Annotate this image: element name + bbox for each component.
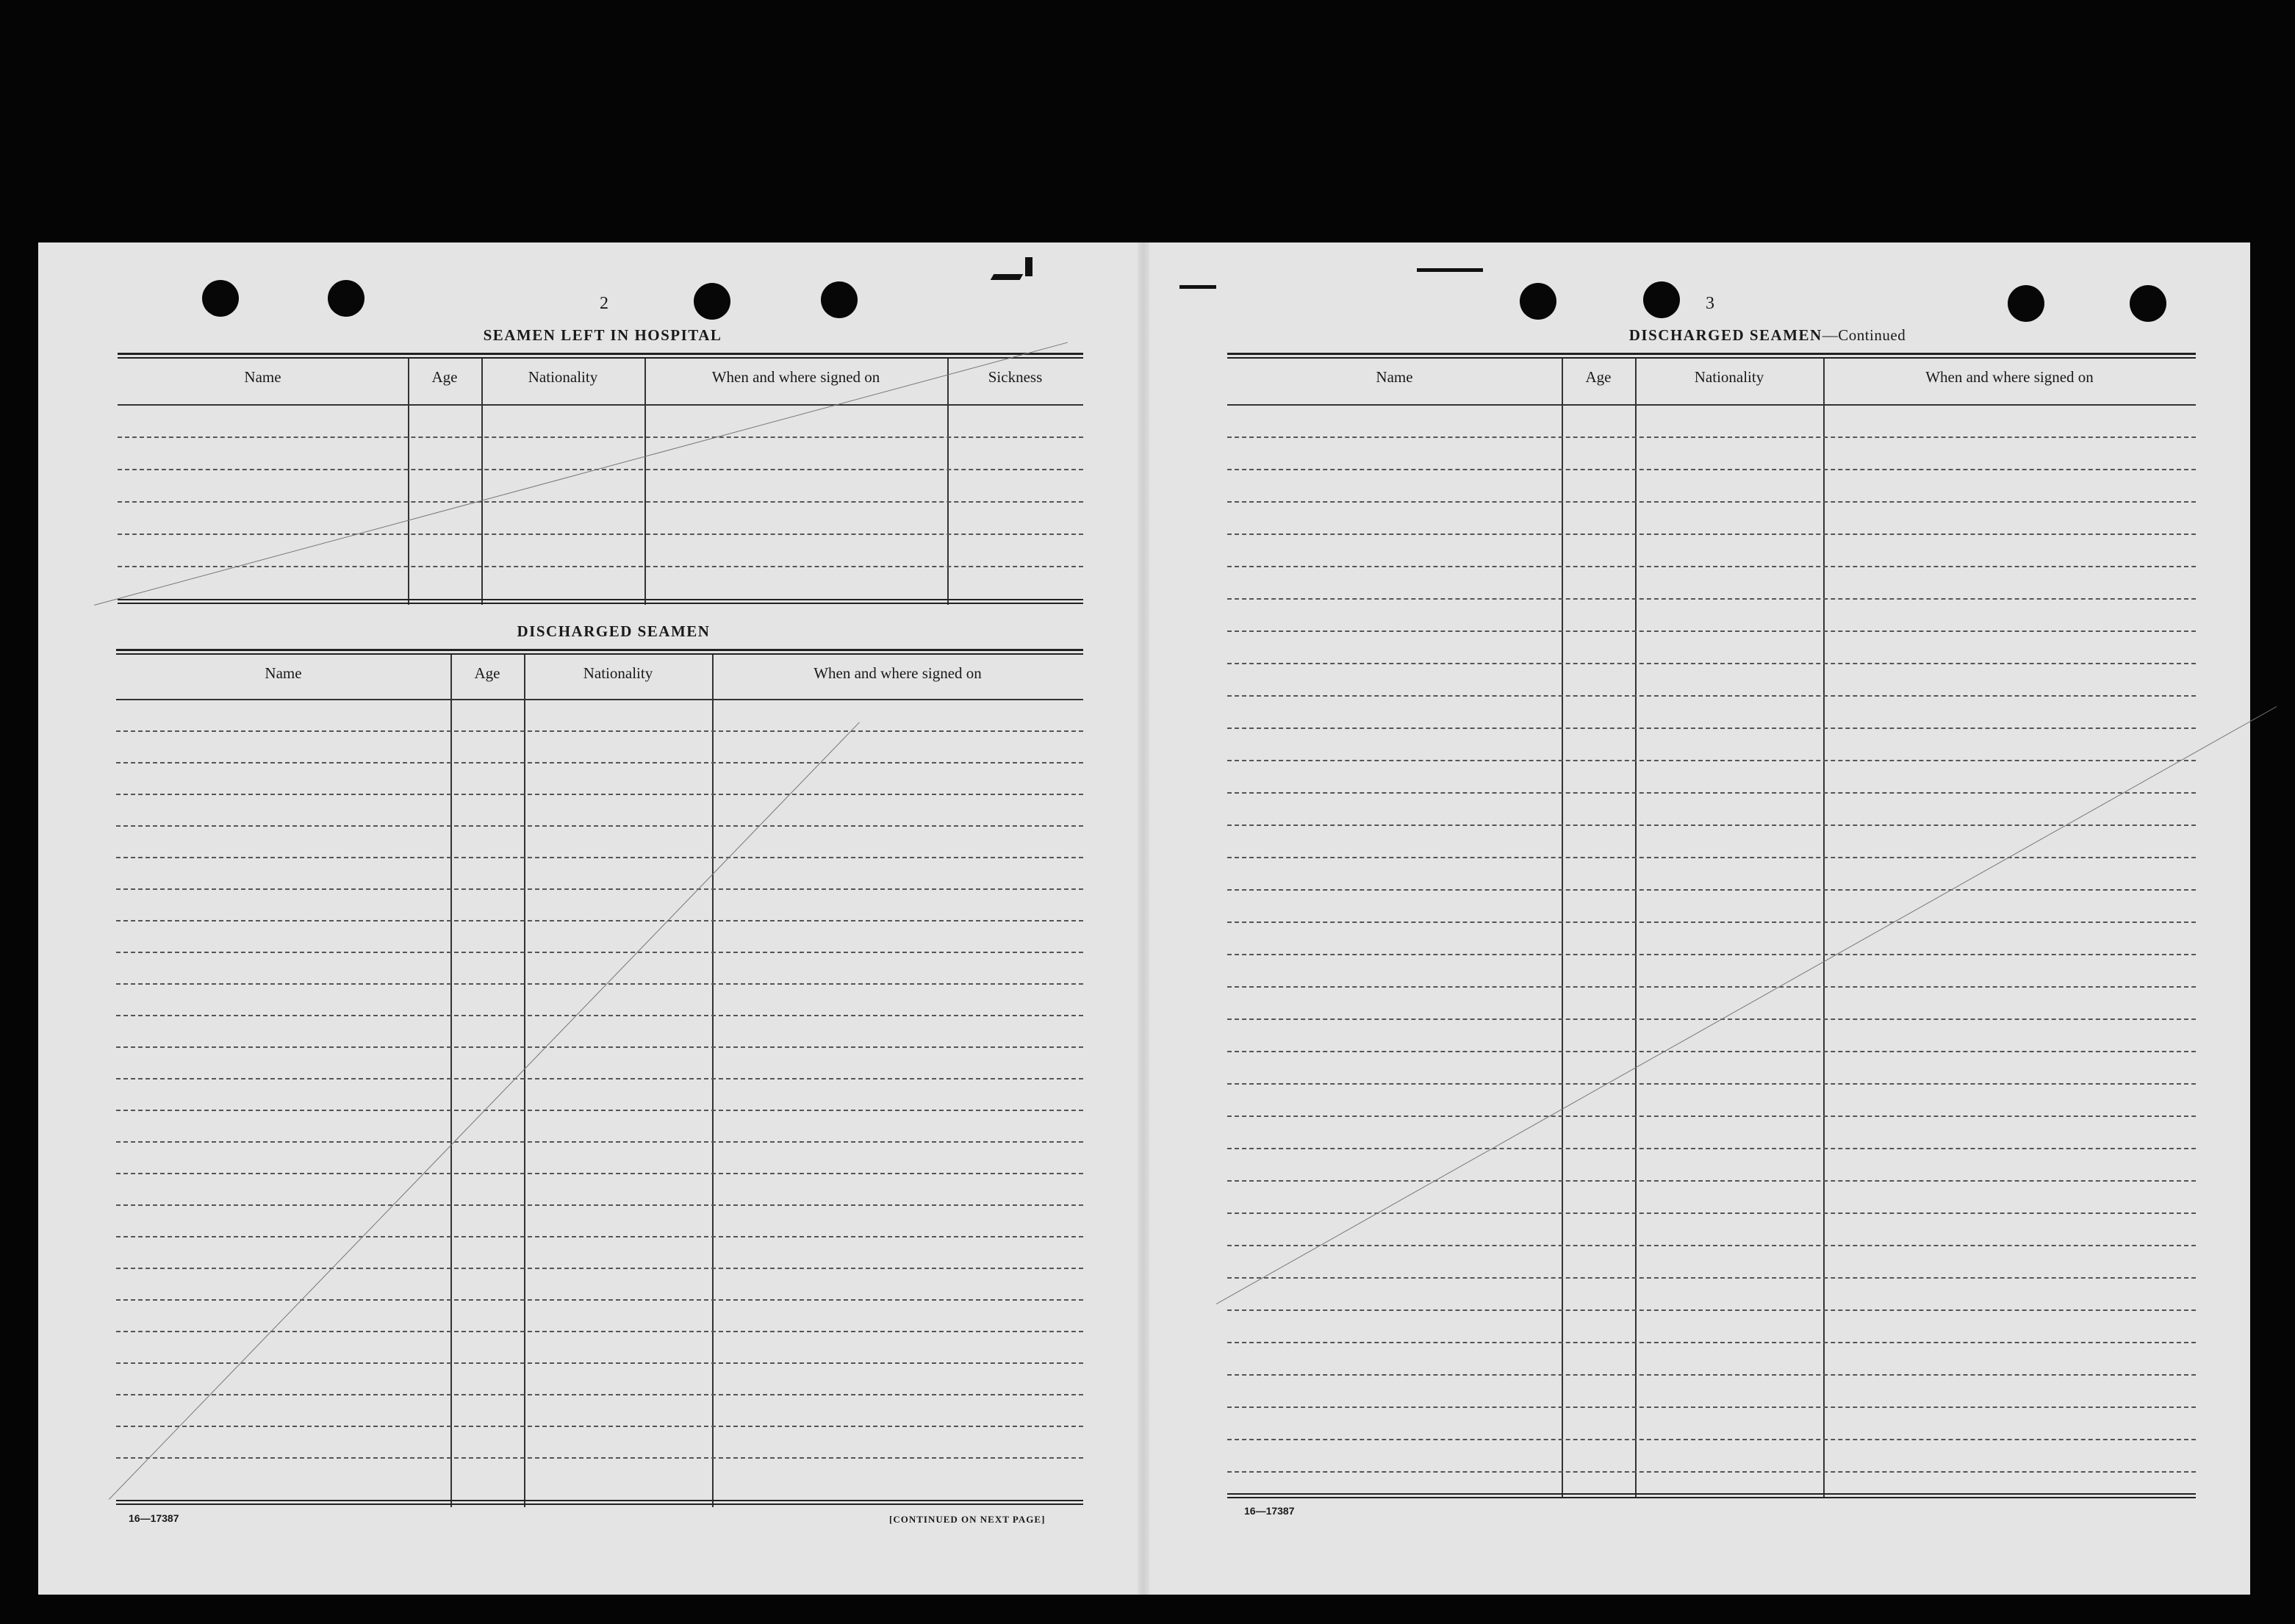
col-header-name: Name bbox=[244, 367, 281, 386]
punch-hole bbox=[2008, 285, 2044, 322]
form-number-right: 16—17387 bbox=[1244, 1505, 1295, 1517]
col-header-name: Name bbox=[1376, 367, 1413, 386]
col-header-sickness: Sickness bbox=[988, 367, 1043, 386]
col-header-nationality: Nationality bbox=[1694, 367, 1764, 386]
col-header-age: Age bbox=[474, 664, 500, 682]
col-header-when-where: When and where signed on bbox=[814, 664, 982, 682]
form-number-left: 16—17387 bbox=[129, 1512, 179, 1524]
page-number-right: 3 bbox=[1706, 294, 1714, 313]
col-header-age: Age bbox=[1585, 367, 1612, 386]
punch-hole bbox=[694, 283, 730, 320]
page-fold bbox=[1138, 242, 1149, 1595]
punch-hole bbox=[328, 280, 364, 317]
punch-hole bbox=[1520, 283, 1556, 320]
title-suffix: —Continued bbox=[1822, 326, 1906, 344]
col-header-name: Name bbox=[265, 664, 302, 682]
section-title-discharged: DISCHARGED SEAMEN bbox=[517, 622, 711, 640]
punch-hole bbox=[1643, 281, 1680, 318]
ink-mark bbox=[1179, 285, 1216, 289]
ink-mark bbox=[1417, 268, 1483, 272]
punch-hole bbox=[202, 280, 239, 317]
hospital-table bbox=[118, 353, 1083, 606]
discharged-table-right bbox=[1227, 353, 2196, 1499]
ink-mark bbox=[1025, 257, 1032, 276]
section-title-hospital: SEAMEN LEFT IN HOSPITAL bbox=[483, 326, 722, 344]
col-header-nationality: Nationality bbox=[528, 367, 598, 386]
discharged-table-left bbox=[116, 649, 1083, 1512]
col-header-when-where: When and where signed on bbox=[711, 367, 880, 386]
col-header-nationality: Nationality bbox=[583, 664, 653, 682]
section-title-discharged-continued bbox=[1473, 326, 2061, 345]
ink-mark bbox=[991, 274, 1024, 280]
page-number-left: 2 bbox=[600, 294, 608, 313]
punch-hole bbox=[2130, 285, 2166, 322]
punch-hole bbox=[821, 281, 858, 318]
col-header-age: Age bbox=[431, 367, 458, 386]
col-header-when-where: When and where signed on bbox=[1925, 367, 2094, 386]
continued-note: [CONTINUED ON NEXT PAGE] bbox=[889, 1514, 1046, 1525]
title-main: DISCHARGED SEAMEN bbox=[1628, 326, 1822, 344]
